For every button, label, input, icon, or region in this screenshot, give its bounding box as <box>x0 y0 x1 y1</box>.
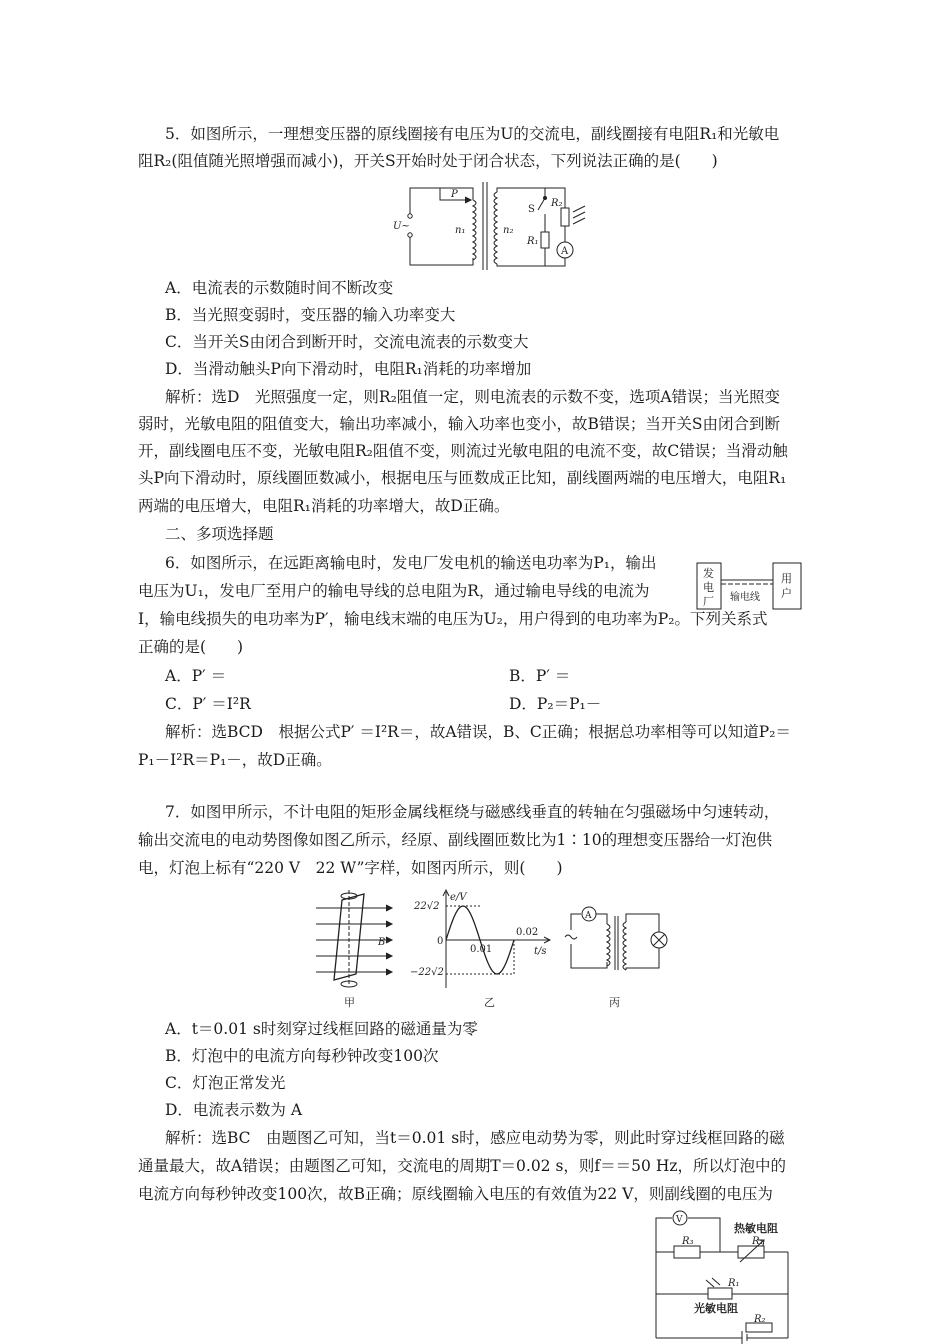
q6-analysis-line-1: 解析：选BCD 根据公式P′ ＝I²R＝，故A错误，B、C正确；根据总功率相等可以知道P₂＝ <box>165 723 791 741</box>
q6-option-b: B．P′ ＝ <box>509 667 571 685</box>
q6-stem-line-2: 电压为U₁，发电厂至用户的输电导线的总电阻为R，通过输电导线的电流为 <box>138 582 650 600</box>
q5-option-c: C．当开关S由闭合到断开时，交流电流表的示数变大 <box>165 333 529 351</box>
q7-stem-line-1: 7．如图甲所示，不计电阻的矩形金属线框绕与磁感线垂直的转轴在匀强磁场中匀速转动， <box>165 803 780 821</box>
x-axis-label: t/s <box>534 946 547 957</box>
q6-transmission-figure <box>696 562 802 610</box>
q5-fig-n2-label: n₂ <box>503 225 514 236</box>
t1-tick-label: 0.01 <box>470 944 493 955</box>
q5-transformer-circuit-figure <box>385 180 585 272</box>
q5-fig-n1-label: n₁ <box>455 225 466 236</box>
q7-fig-yi-caption: 乙 <box>484 996 495 1009</box>
q5-fig-r1-label: R₁ <box>527 236 539 247</box>
q5-analysis-line-4: 头P向下滑动时，原线圈匝数减小，根据电压与匝数成正比知，副线圈两端的电压增大，电阻R₁ <box>138 469 787 487</box>
q6-stem-line-3: I，输电线损失的电功率为P′，输电线末端的电压为U₂，用户得到的电功率为P₂。下列关系式 <box>138 610 768 628</box>
fig8-thermal-label: 热敏电阻 <box>734 1222 778 1235</box>
section-heading: 二、多项选择题 <box>165 525 274 543</box>
fig8-r1-optic-label: R₁ <box>728 1278 740 1289</box>
t2-tick-label: 0.02 <box>516 927 539 938</box>
q6-option-c: C．P′ ＝I²R <box>165 695 251 713</box>
trough-tick-label: −22√2 <box>410 967 444 978</box>
fig8-r3-label: R₃ <box>682 1236 694 1247</box>
q7-fig-yi-emf-graph <box>410 888 560 1010</box>
q5-analysis-line-5: 两端的电压增大，电阻R₁消耗的功率增大，故D正确。 <box>138 497 510 515</box>
y-axis-label: e/V <box>450 892 467 903</box>
q7-stem-line-3: 电，灯泡上标有“220 V 22 W”字样，如图丙所示，则( ) <box>138 859 563 877</box>
fig8-optic-label: 光敏电阻 <box>694 1302 738 1315</box>
q6-stem-line-1: 6．如图所示，在远距离输电时，发电厂发电机的输送电功率为P₁，输出 <box>165 554 657 572</box>
q6-option-d: D．P₂＝P₁－ <box>509 695 602 713</box>
q7-fig-jia-coil-in-field <box>310 890 400 1010</box>
q7-stem-line-2: 输出交流电的电动势图像如图乙所示，经原、副线圈匝数比为1∶10的理想变压器给一灯泡供 <box>138 831 773 849</box>
q5-fig-p-label: P <box>451 189 458 200</box>
q7-fig-bing-caption: 丙 <box>609 996 620 1009</box>
q6-fig-line-label: 输电线 <box>730 592 760 603</box>
q6-option-a: A．P′ ＝ <box>165 667 227 685</box>
q5-analysis-line-2: 弱时，光敏电阻的阻值变大，输出功率减小，输入功率也变小，故B错误；当开关S由闭合到断 <box>138 415 781 433</box>
q5-fig-ammeter-label: A <box>561 246 569 257</box>
q7-fig-ammeter-label: A <box>585 911 592 921</box>
fig8-voltmeter-label: V <box>676 1215 683 1225</box>
q5-stem-line-2: 阻R₂(阻值随光照增强而减小)，开关S开始时处于闭合状态，下列说法正确的是( ) <box>138 152 718 170</box>
q5-option-a: A．电流表的示数随时间不断改变 <box>165 279 394 297</box>
q6-stem-line-4: 正确的是( ) <box>138 638 244 656</box>
fig8-r2-label: R₂ <box>754 1314 766 1325</box>
fig8-r1-thermal-label: R₁ <box>752 1236 764 1247</box>
q5-analysis-line-3: 开，副线圈电压不变，光敏电阻R₂阻值不变，则流过光敏电阻的电流不变，故C错误；当滑动触 <box>138 442 788 460</box>
q6-fig-plant-char-2: 电 <box>703 581 714 594</box>
q5-fig-r2-label: R₂ <box>551 198 563 209</box>
q7-analysis-line-1: 解析：选BC 由题图乙可知，当t＝0.01 s时，感应电动势为零，则此时穿过线框回路的磁 <box>165 1129 785 1147</box>
q7-option-d: D．电流表示数为 A <box>165 1101 303 1119</box>
q6-fig-plant-char-3: 厂 <box>703 595 714 608</box>
q7-option-c: C．灯泡正常发光 <box>165 1074 286 1092</box>
q7-option-b: B．灯泡中的电流方向每秒钟改变100次 <box>165 1047 439 1065</box>
q5-analysis-line-1: 解析：选D 光照强度一定，则R₂阻值一定，则电流表的示数不变，选项A错误；当光照变 <box>165 388 781 406</box>
q5-stem-line-1: 5．如图所示，一理想变压器的原线圈接有电压为U的交流电，副线圈接有电阻R₁和光敏电 <box>165 125 780 143</box>
q6-analysis-line-2: P₁－I²R＝P₁－，故D正确。 <box>138 751 332 769</box>
q5-fig-s-label: S <box>528 204 535 215</box>
origin-label: 0 <box>437 936 444 947</box>
q5-fig-u-label: U~ <box>393 221 410 232</box>
q6-fig-plant-char-1: 发 <box>703 567 714 580</box>
q5-option-d: D．当滑动触头P向下滑动时，电阻R₁消耗的功率增加 <box>165 360 532 378</box>
q6-fig-user-char-2: 户 <box>781 587 792 600</box>
q5-option-b: B．当光照变弱时，变压器的输入功率变大 <box>165 306 456 324</box>
thermistor-photoresistor-circuit-figure <box>650 1210 800 1344</box>
q7-analysis-line-2: 通量最大，故A错误；由题图乙可知，交流电的周期T＝0.02 s，则f＝＝50 Hz，所以灯泡中的 <box>138 1157 786 1175</box>
q7-fig-jia-caption: 甲 <box>344 996 355 1009</box>
q7-option-a: A．t＝0.01 s时刻穿过线框回路的磁通量为零 <box>165 1020 478 1038</box>
q6-fig-user-char-1: 用 <box>781 572 792 585</box>
peak-tick-label: 22√2 <box>414 901 440 912</box>
q7-fig-b-label: B <box>378 937 386 948</box>
q7-analysis-line-3: 电流方向每秒钟改变100次，故B正确；原线圈输入电压的有效值为22 V，则副线圈的电压为 <box>138 1185 773 1203</box>
q7-fig-bing-transformer-lamp <box>565 896 675 1010</box>
